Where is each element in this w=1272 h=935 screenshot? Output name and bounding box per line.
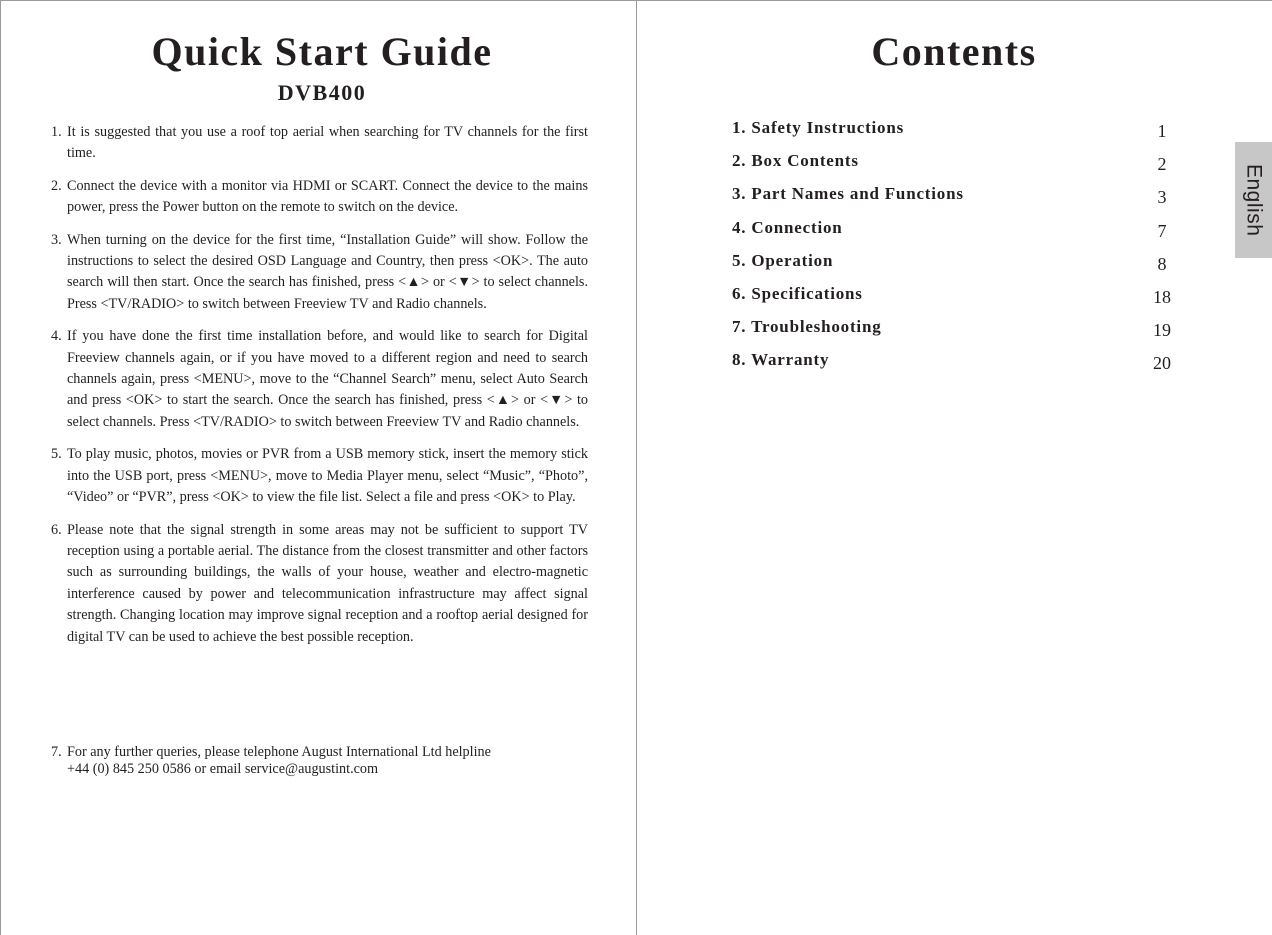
step-text: Connect the device with a monitor via HDMI or SCART. Connect the device to the mains power, press the Power button on the remote to switch on the device. bbox=[67, 177, 588, 216]
step-number: 4. bbox=[51, 328, 62, 345]
step-text: When turning on the device for the first time, “Installation Guide” will show. Follow the instructions to select the desired OSD Language and Country, then press <OK>. The auto search will then start. Once the search has finished, press <▲> or <▼> to select channels. Press <TV/RADIO> to switch between Freeview TV and Radio channels. bbox=[67, 231, 588, 312]
toc-entry[interactable] bbox=[732, 218, 1192, 251]
step-text: Please note that the signal strength in some areas may not be sufficient to support TV reception using a portable aerial. The distance from the closest transmitter and other factors such as surrounding buildings, the walls of your house, weather and electro-magnetic interference caused by power and telecommunication infrastructure may affect signal strength. Changing location may improve signal reception and a rooftop aerial designed for digital TV can be used to achieve the best possible reception. bbox=[67, 521, 588, 645]
toc-entry[interactable] bbox=[732, 151, 1192, 184]
step-text: It is suggested that you use a roof top aerial when searching for TV channels for the first time. bbox=[67, 124, 588, 162]
toc-page-number: 2 bbox=[1157, 154, 1167, 175]
instruction-list bbox=[50, 122, 588, 777]
list-item bbox=[50, 230, 588, 316]
contents-area bbox=[636, 0, 1272, 935]
toc-page-number: 8 bbox=[1157, 253, 1167, 274]
toc-label: 8. Warranty bbox=[732, 350, 830, 370]
toc-label: 2. Box Contents bbox=[732, 151, 859, 171]
list-item bbox=[50, 520, 588, 648]
list-item bbox=[50, 444, 588, 508]
step-number: 7. bbox=[51, 744, 62, 760]
model-number: DVB400 bbox=[277, 80, 367, 105]
step-number: 3. bbox=[51, 231, 62, 248]
list-item bbox=[50, 326, 588, 433]
helpline-text: For any further queries, please telephone August International Ltd helpline bbox=[67, 744, 491, 760]
toc-entry[interactable] bbox=[732, 118, 1192, 151]
toc-label: 4. Connection bbox=[732, 217, 843, 237]
language-tab[interactable] bbox=[1235, 142, 1272, 258]
table-of-contents bbox=[732, 118, 1192, 384]
toc-entry[interactable] bbox=[732, 251, 1192, 284]
toc-label: 6. Specifications bbox=[732, 283, 863, 303]
page-title: Quick Start Guide bbox=[151, 29, 493, 74]
toc-entry[interactable] bbox=[732, 184, 1192, 217]
toc-page-number: 7 bbox=[1157, 220, 1167, 241]
toc-page-number: 3 bbox=[1157, 187, 1167, 208]
step-number: 6. bbox=[51, 521, 62, 538]
step-number: 5. bbox=[51, 446, 62, 463]
list-item bbox=[50, 176, 588, 219]
step-number: 2. bbox=[51, 177, 62, 194]
step-number: 1. bbox=[51, 124, 62, 140]
list-item bbox=[50, 744, 605, 778]
toc-label: 1. Safety Instructions bbox=[732, 118, 905, 137]
language-tab-label: English bbox=[1242, 163, 1266, 237]
toc-page-number: 19 bbox=[1153, 320, 1171, 341]
toc-page-number: 1 bbox=[1157, 121, 1167, 141]
toc-entry[interactable] bbox=[732, 317, 1192, 350]
contact-details: +44 (0) 845 250 0586 or email service@augustint.com bbox=[67, 761, 379, 777]
toc-label: 3. Part Names and Functions bbox=[732, 184, 964, 204]
toc-entry[interactable] bbox=[732, 284, 1192, 317]
step-text: To play music, photos, movies or PVR from a USB memory stick, insert the memory stick into the USB port, press <MENU>, move to Media Player menu, select “Music”, “Photo”, “Video” or “PVR”, press <OK> to view the file list. Select a file and press <OK> to Play. bbox=[67, 446, 588, 506]
step-text: If you have done the first time installation before, and would like to search for Digital Freeview channels again, or if you have moved to a different region and need to search channels again, press <MENU>, move to the “Channel Search” menu, select Auto Search and press <OK> to start the search. Once the search has finished, press <▲> or <▼> to select channels. Press <TV/RADIO> to switch between Freeview TV and Radio channels. bbox=[67, 328, 588, 430]
toc-entry[interactable] bbox=[732, 350, 1192, 383]
toc-label: 5. Operation bbox=[732, 250, 834, 270]
toc-label: 7. Troubleshooting bbox=[732, 317, 882, 337]
list-item bbox=[50, 122, 588, 165]
contents-title: Contents bbox=[871, 29, 1037, 74]
toc-page-number: 20 bbox=[1153, 353, 1171, 374]
toc-page-number: 18 bbox=[1153, 286, 1171, 307]
